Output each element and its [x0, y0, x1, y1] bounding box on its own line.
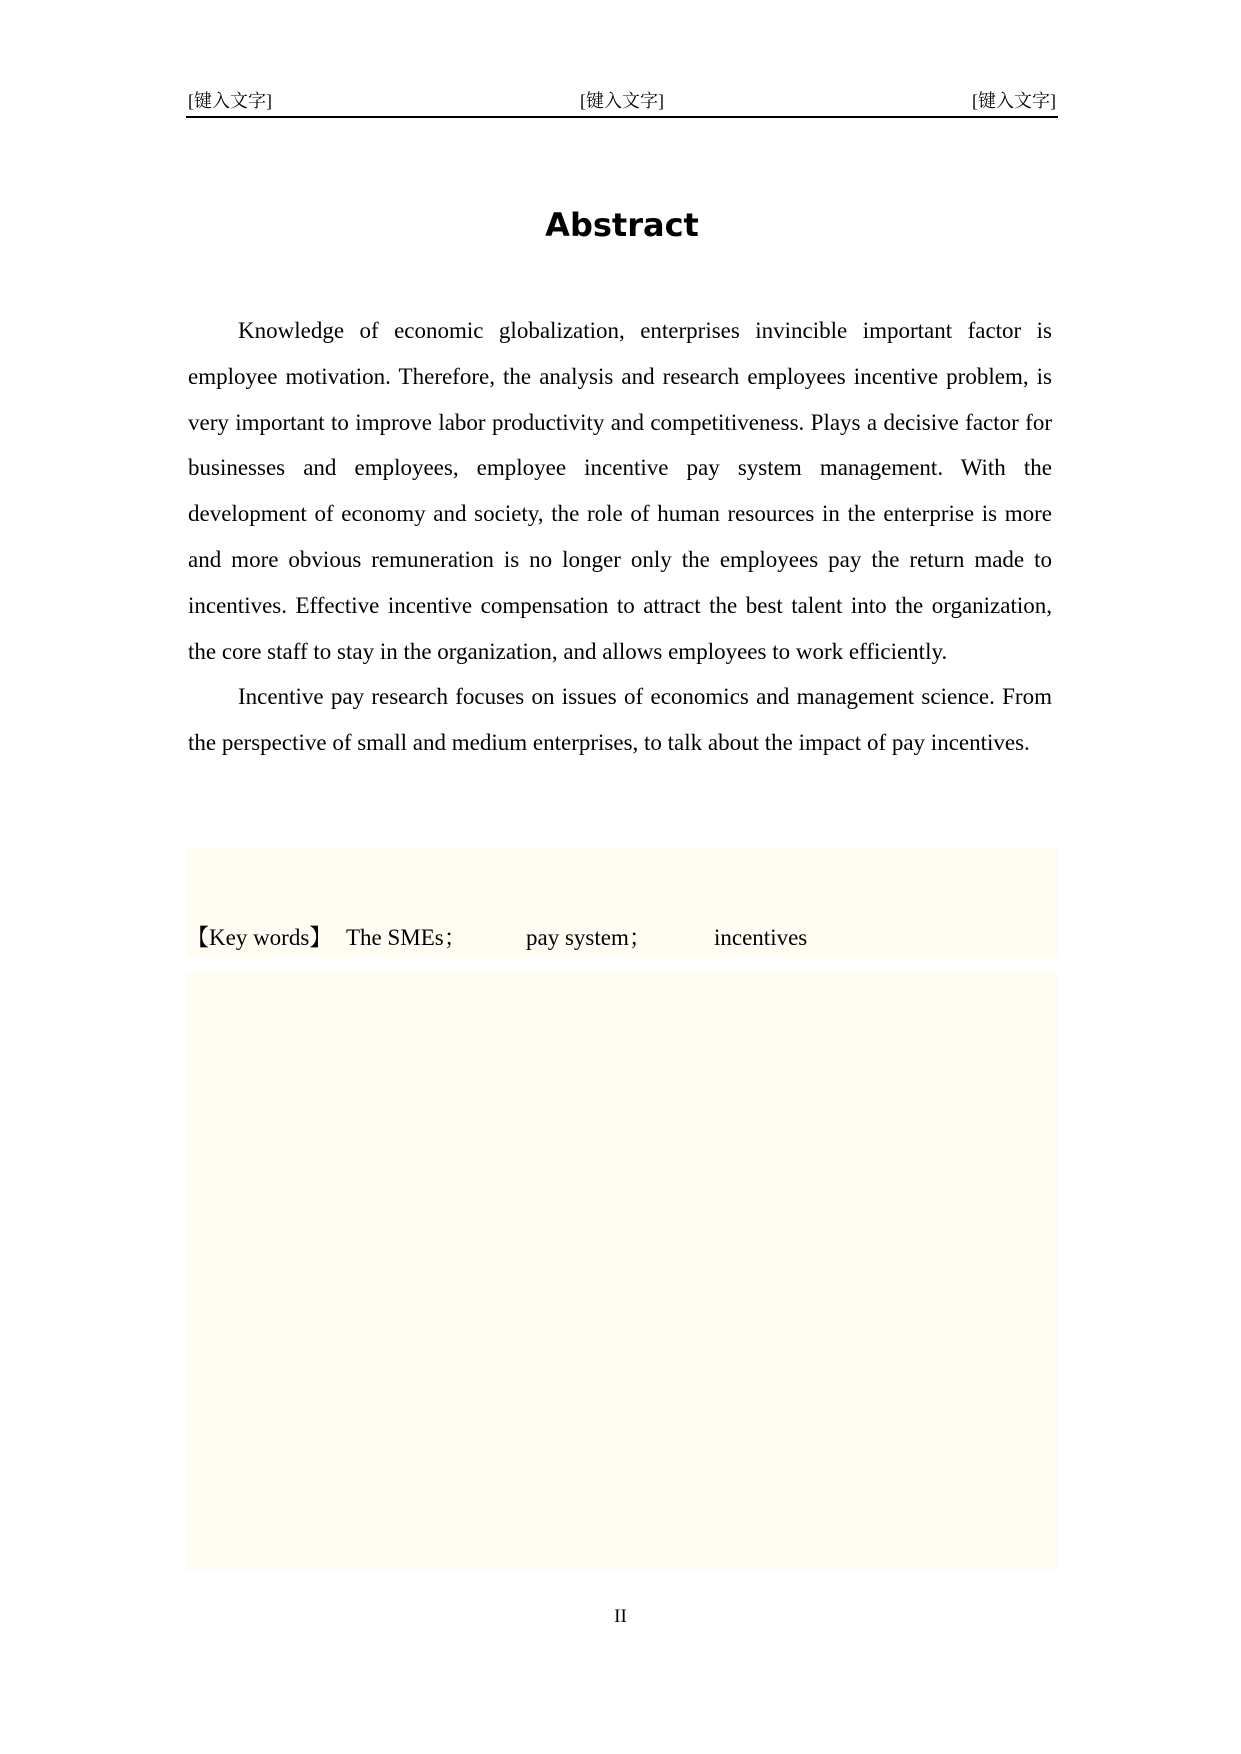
header-left-text: [键入文字] [188, 91, 272, 111]
page-title: Abstract [545, 206, 699, 244]
keyword-item: pay system； [526, 925, 652, 950]
keyword-item: incentives [714, 925, 808, 950]
page-header [186, 88, 1058, 118]
abstract-body [188, 308, 1052, 766]
abstract-paragraph-2: Incentive pay research focuses on issues of economics and management science. From the perspective of small and medium enterprises, to talk about the impact of pay incentives. [188, 684, 1052, 756]
header-right-text: [键入文字] [972, 91, 1056, 111]
keyword-item: The SMEs； [346, 925, 467, 950]
page-number: II [614, 1606, 627, 1627]
shaded-region-lower [186, 972, 1058, 1570]
abstract-paragraph-1: Knowledge of economic globalization, enterprises invincible important factor is employee motivation. Therefore, the analysis and research employees incentive problem, is very important to improve labor productivity and competitiveness. Plays a decisive factor for businesses and employees, employee incentive pay system management. With the development of economy and society, the role of human resources in the enterprise is more and more obvious remuneration is no longer only the employees pay the return made to incentives. Effective incentive compensation to attract the best talent into the organization, the core staff to stay in the organization, and allows employees to work efficiently. [188, 318, 1052, 664]
keywords-label: 【Key words】 [186, 925, 333, 950]
header-center-text: [键入文字] [580, 91, 664, 111]
